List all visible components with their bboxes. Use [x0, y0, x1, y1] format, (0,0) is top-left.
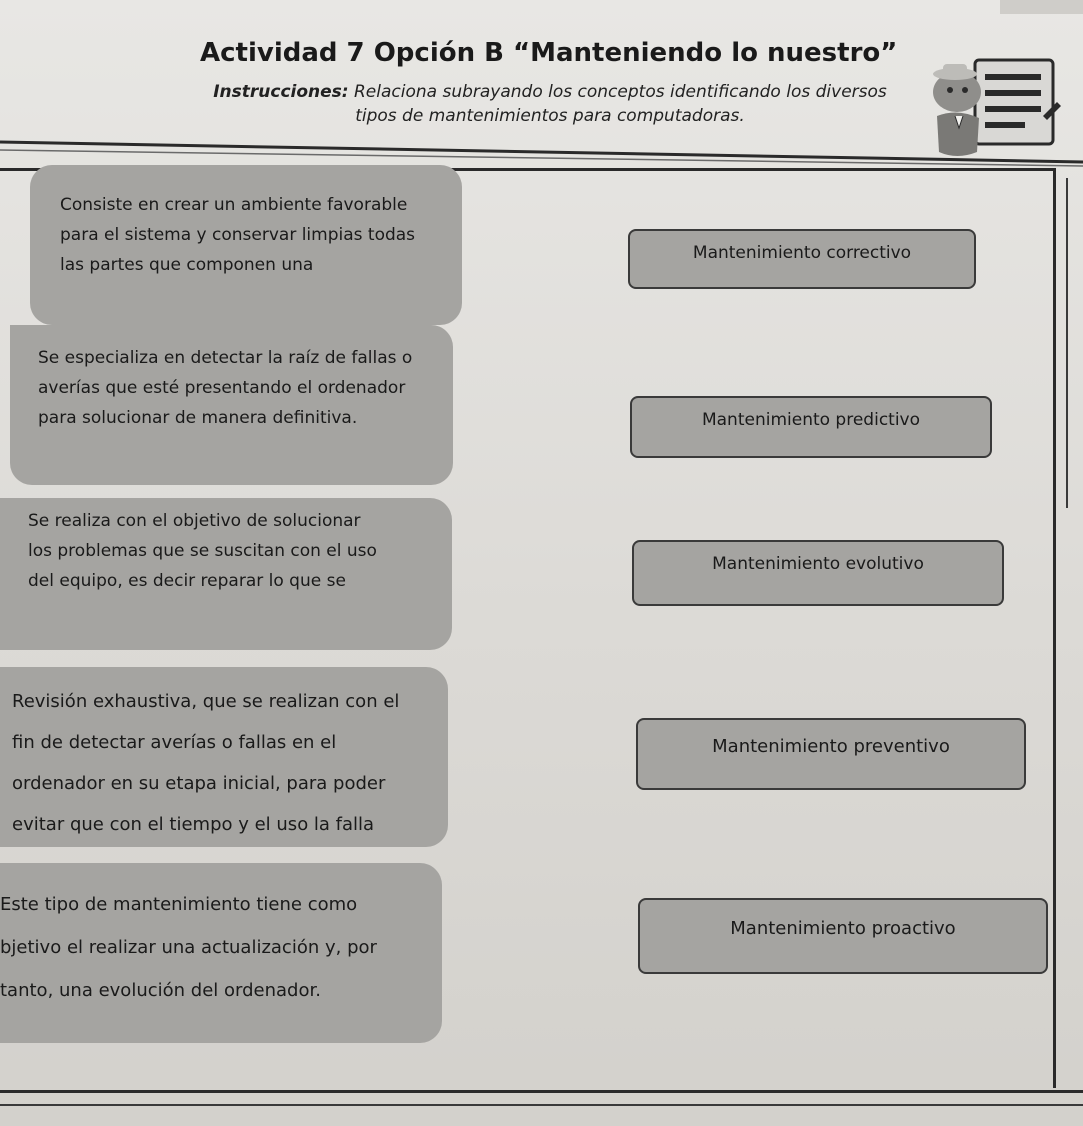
option-proactivo[interactable] [638, 898, 1048, 974]
option-label-predictivo: Mantenimiento predictivo [701, 410, 921, 430]
concept-box-4[interactable] [0, 667, 448, 847]
page-title: Actividad 7 Opción B “Manteniendo lo nuestro” [200, 38, 898, 68]
concept-box-3[interactable] [0, 498, 452, 650]
concept-text-2: Se especializa en detectar la raíz de fallas o averías que esté presentando el ordenador para solucionar de manera definitiva. [38, 348, 413, 428]
option-label-proactivo: Mantenimiento proactivo [730, 918, 956, 939]
option-label-evolutivo: Mantenimiento evolutivo [712, 554, 924, 574]
option-evolutivo[interactable] [632, 540, 1004, 606]
concept-text-3: Se realiza con el objetivo de solucionar los problemas que se suscitan con el uso del equipo, es decir reparar lo que se [28, 511, 377, 591]
option-label-preventivo: Mantenimiento preventivo [712, 736, 950, 757]
option-correctivo[interactable] [628, 229, 976, 289]
instructions-label: Instrucciones: [213, 82, 349, 102]
option-label-correctivo: Mantenimiento correctivo [692, 243, 912, 263]
frame-outer-edge [1066, 178, 1068, 508]
concept-box-2[interactable] [10, 325, 453, 485]
concept-text-5: Este tipo de mantenimiento tiene como bjetivo el realizar una actualización y, por tanto, una evolución del ordenador. [0, 894, 377, 1001]
page-corner-mark [1000, 0, 1083, 14]
concept-text-1: Consiste en crear un ambiente favorable para el sistema y conservar limpias todas las partes que componen una [60, 195, 416, 275]
option-predictivo[interactable] [630, 396, 992, 458]
concept-box-1[interactable] [30, 165, 462, 325]
option-preventivo[interactable] [636, 718, 1026, 790]
bottom-divider [0, 1090, 1083, 1093]
instructions-text: Relaciona subrayando los conceptos identificando los diversos tipos de mantenimientos para computadoras. [348, 82, 887, 126]
instructions [200, 80, 900, 128]
bottom-divider-thin [0, 1104, 1083, 1106]
concept-text-4: Revisión exhaustiva, que se realizan con el fin de detectar averías o fallas en el ordenador en su etapa inicial, para poder evitar que con el tiempo y el uso la falla [12, 691, 400, 835]
concept-box-5[interactable] [0, 863, 442, 1043]
